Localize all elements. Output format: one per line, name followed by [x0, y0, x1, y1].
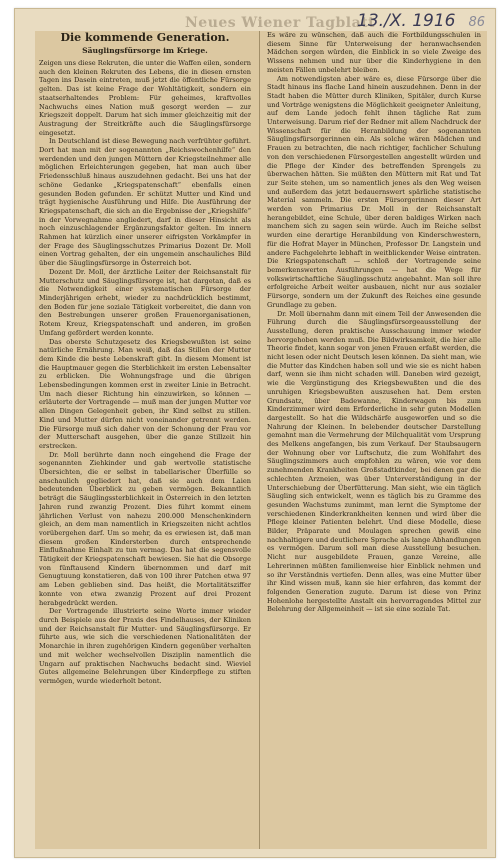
- article-paragraph: Der Vortragende illustrierte seine Worte immer wieder durch Beispiele aus der Praxis des Findelhauses, der Kliniken und der Reichsanstalt für Mutter- und Säuglingsfürsorge. Er führte aus, wie sich die verschiedenen Nationalitäten der Monarchie in ihren zugehörigen Kindern gegenüber verhalten und mit welcher wechselvollen Disziplin namentlich die Ungarn auf praktischen Nachwuchs bedacht sind. Wieviel Gutes allgemeine Belehrungen über Kinderpflege zu stiften vermögen, wurde wiederholt betont.: [39, 607, 251, 685]
- scrapbook-page: [14, 8, 496, 858]
- article-paragraph: Es wäre zu wünschen, daß auch die Fortbildungsschulen in diesem Sinne für Unterweisung der heranwachsenden Mädchen sorgen würden, die Einblick in so viele Zweige des Wissens nehmen und nur über die Kinderhygiene in den meisten Fällen unbelehrt bleiben.: [267, 31, 481, 74]
- folio-number: 86: [468, 15, 485, 30]
- article-subtitle: Säuglingsfürsorge im Kriege.: [82, 46, 208, 55]
- article-paragraph: In Deutschland ist diese Bewegung nach verfrühter geführt. Dort hat man mit der sogenannten „Reichswochenhilfe“ den werdenden und den jungen Müttern der Kriegsteilnehmer alle möglichen Erleichterungen gegeben, hat man auch über Friedensschluß hinaus auszudehnen gedacht. Bei uns hat der schöne Gedanke „Kriegspatenschaft“ ebenfalls einen gesunden Boden gefunden. Er schützt Mutter und Kind und trägt hygienische Ausführung und Hilfe. Die Ausführung der Kriegspatenschaft, die sich an die Ergebnisse der „Kriegshilfe“ in der Vorwegnahme angliedert, darf in dieser Hinsicht als noch einzuschlagender Ergänzungsfaktor gelten. Im innern Rahmen hat kürzlich einer unserer eifrigsten Vorkämpfer in der Frage des Säuglingsschutzes Primarius Dozent Dr. Moll einen Vortrag gehalten, der ein ungemein anschauliches Bild über die Säuglingsfürsorge in Österreich bot.: [39, 137, 251, 268]
- article-title: Die kommende Generation.: [60, 31, 230, 44]
- article-paragraph: Am notwendigsten aber wäre es, diese Fürsorge über die Stadt hinaus ins flache Land hinein auszudehnen. Denn in der Stadt haben die Mütter durch Kliniken, Spitäler, durch Kurse und Vorträge wenigstens die Möglichkeit geeigneter Anleitung, auf dem Lande jedoch fehlt ihnen tägliche Rat zum Unterweisung. Darum rief der Redner mit allem Nachdruck der Wissenschaft für die Heranbildung der sogenannten Säuglingsfürsorgerinnen ein. Als solche wären Mädchen und Frauen zu betrachten, die nach richtiger, fachlicher Schulung von den verschiedenen Fürsorgestellen angestellt würden und die Pflege der Kinder des betreffenden Sprengels zu überwachen hätten. Sie müßten den Müttern mit Rat und Tat zur Seite stehen, um so namentlich jenes als den Weg weisen und außerdem das jetzt bedauernswert spärliche statistische Material sammeln. Die ersten Fürsorgerinnen dieser Art werden von Primarius Dr. Moll in der Reichsanstalt herangebildet, eine Schule, über deren baldiges Wirken nach manchem sich zu sagen sein würde. Auch im Reiche selbst wurden eine derartige Heranbildung von Kinderschwestern, für die Hofrat Mayer in München, Professor Dr. Langstein und andere Fachgelehrte lebhaft in weitblickender Weise eintraten. Die Kriegspatenschaft — schloß der Vortragende seine bemerkenswerten Ausführungen — hat die Wege für volkswirtschaftliche Säuglingsschutz angebahnt. Man soll ihre erfolgreiche Arbeit weiter ausbauen, nicht nur aus sozialer Fürsorge, sondern um der Zukunft des Reiches eine gesunde Grundlage zu geben.: [267, 74, 481, 309]
- column-divider: [259, 31, 260, 849]
- article-paragraph: Dr. Moll übernahm dann mit einem Teil der Anwesenden die Führung durch die Säuglingsfürsorgeausstellung der Ausstellung, deren praktische Ausschauung immer wieder hervorgehoben werden muß. Die Bildwirksamkeit, die hier alle Theorie findet, kann sogar von jenen Frauen erfaßt werden, die nicht lesen oder nicht Deutsch lesen können. Da sieht man, wie die Mutter das Kindchen haben soll und wie sie es nicht haben darf, wenn sie ihm nicht schaden will. Daneben wird gezeigt, wie die Vergünstigung des Kriegsbewußten und die des unruhigen Kriegsbewußten auszusehen hat. Dem ersten Grundsatz, über Badewanne, Kinderwagen bis zum Kinderzimmer wird dem Erforderliche in sehr guten Modellen dargestellt. So hat die Wildschärfe ausgeworfen und so die Nahrung der Kleinen. In belebender deutscher Darstellung gemahnt man die Vermehrung der Milchqualität vom Ursprung des Melkens angefangen, bis zum Verkauf. Der Staubsaugern der Wohnung ober vor Luftschutz, die zum Wohlfahrt des Säuglingszimmers auch empfohlen zu wären, wie vor dem zunehmenden Krankheiten Großstadtkinder, bei denen gar die schlechten Arzneien, was über Unterverständigung in der Unterschiebung der Überfütterung. Man sieht, wie ein täglich Säugling sich entwickelt, wenn es täglich bis zu Gramme des gesunden Wachstums zunimmt, man lernt die Symptome der verschiedenen Kinderkrankheiten kennen und wird über die Pflege kleiner Patienten belehrt. Und diese Modelle, diese Bilder, Präparate und Moulagen sprechen gewiß eine nachhaltigere und deutlichere Sprache als lange Abhandlungen es vermögen. Darum soll man diese Ausstellung besuchen. Nicht nur ausgebildete Frauen, ganze Vereine, alle Lehrerinnen müßten familienweise hier Einblick nehmen und so ihr Verständnis vertiefen. Denn alles, was eine Mutter über ihr Kind wissen muß, kann sie hier erfahren, das kommt der folgenden Generation zugute. Darum ist diese von Prinz Hohenlohe hergestellte Anstalt ein hervorragendes Mittel zur Belehrung der Allgemeinheit — ist sie eine soziale Tat.: [267, 309, 481, 614]
- article-column-left: [39, 31, 251, 849]
- article-column-right: [267, 31, 481, 849]
- article-paragraph: Dr. Moll berührte dann noch eingehend die Frage der sogenannten Ziehkinder und gab wertvolle statistische Übersichten, die er selbst in tabellarischer Überfülle so anschaulich gegliedert hat, daß sie auch dem Laien bedeutenden Überblick zu geben vermögen. Bekanntlich beträgt die Säuglingssterblichkeit in Österreich in den letzten Jahren rund zwanzig Prozent. Dies führt kommt einem jährlichen Verlust von nahezu 200.000 Menschenkindern gleich, an dem man namentlich in Kriegszeiten nicht achtlos vorübergehen darf. Um so mehr, da es erwiesen ist, daß man diesem großen Kindersterben durch entsprechende Einflußnahme Einhalt zu tun vermag. Das hat die segensvolle Tätigkeit der Kriegspatenschaft bewiesen. Sie hat die Obsorge von fünftausend Kindern übernommen und darf mit Genugtuung konstatieren, daß von 100 ihrer Patchen etwa 97 am Leben geblieben sind. Das heißt, die Mortalitätsziffer konnte von etwa zwanzig Prozent auf drei Prozent herabgedrückt werden.: [39, 450, 251, 607]
- newspaper-masthead: Neues Wiener Tagblatt: [185, 15, 376, 31]
- article-paragraph: Zeigen uns diese Rekruten, die unter die Waffen eilen, sondern auch den kleinen Rekruten des Lebens, die in diesen ernsten Tagen ins Dasein eintreten, muß jetzt die öffentliche Fürsorge gelten. Das ist keine Frage der Wohltätigkeit, sondern ein staatserhaltendes Problem: Für geheimes, kraftvolles Nachwuchs eines Nation muß gesorgt werden — zur Kriegszeit doppelt. Darum hat sich immer gleichzeitig mit der Austragung der Streitkräfte auch die Säuglingsfürsorge eingesetzt.: [39, 59, 251, 137]
- article-paragraph: Dozent Dr. Moll, der ärztliche Leiter der Reichsanstalt für Mutterschutz und Säuglingsfürsorge ist, hat dargetan, daß es die Notwendigkeit einer systematischen Fürsorge der Minderjährigen erhebt, wieder zu nachdrücklich bestimmt, den Boden für jene soziale Tätigkeit vorbereitet, die dann von den Bestrebungen unserer großen Frauenorganisationen, Rotem Kreuz, Kriegspatenschaft und anderen, im großen Umfang gefördert werden konnte.: [39, 267, 251, 337]
- handwritten-date: 13./X. 1916: [357, 11, 456, 31]
- article-paragraph: Das oberste Schutzgesetz des Kriegsbewußten ist seine natürliche Ernährung. Man weiß, daß das Stillen der Mutter dem Kinde die beste Lebenskraft gibt. In diesem Moment ist die Hauptmauer gegen die Sterblichkeit im ersten Lebensalter zu erblicken. Die Wohnungsfrage und die übrigen Lebensbedingungen kommen erst in zweiter Linie in Betracht. Um nach dieser Richtung hin einzuwirken, so können — erläuterte der Vortragende — muß man der jungen Mutter vor allen Dingen Gelegenheit geben, ihr Kind selbst zu stillen. Kind und Mutter dürfen nicht voneinander getrennt werden. Die Fürsorge muß sich daher von der Schonung der Frau vor der Mutterschaft ausgehen, über die ganze Stillzeit hin erstrecken.: [39, 337, 251, 450]
- newspaper-clipping: [35, 31, 487, 849]
